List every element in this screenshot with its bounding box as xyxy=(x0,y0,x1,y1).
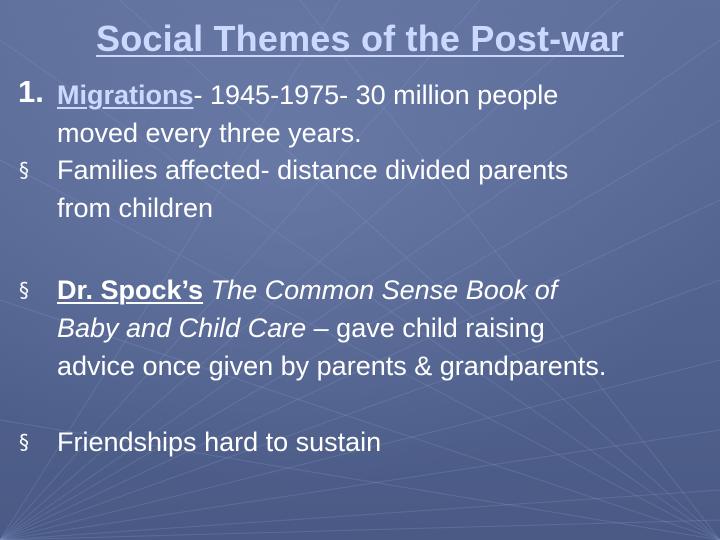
spock-line-1 xyxy=(57,271,557,309)
spock-name: Dr. Spock’s xyxy=(57,275,204,305)
slide-title-text: Social Themes of the Post-war xyxy=(96,18,624,59)
spock-line-2 xyxy=(57,309,545,347)
migrations-rest: - 1945-1975- 30 million people xyxy=(193,80,559,110)
slide-title xyxy=(0,18,720,60)
spock-line-3: advice once given by parents & grandparents. xyxy=(57,351,607,381)
bullet-icon: § xyxy=(19,430,29,454)
bullet-icon: § xyxy=(19,158,29,182)
migrations-line-1 xyxy=(57,76,558,114)
families-line-1: Families affected- distance divided parents xyxy=(57,155,569,185)
families-line-2: from children xyxy=(57,193,214,223)
migrations-line-2: moved every three years. xyxy=(57,118,362,148)
spock-rest: – gave child raising xyxy=(306,313,545,343)
friendships-line: Friendships hard to sustain xyxy=(57,427,382,457)
numbered-marker: 1. xyxy=(18,74,44,109)
bullet-icon: § xyxy=(19,278,29,302)
spock-book-part-1: The Common Sense Book of xyxy=(210,275,558,305)
spock-book-part-2: Baby and Child Care xyxy=(57,313,307,343)
migrations-term: Migrations xyxy=(57,80,194,110)
